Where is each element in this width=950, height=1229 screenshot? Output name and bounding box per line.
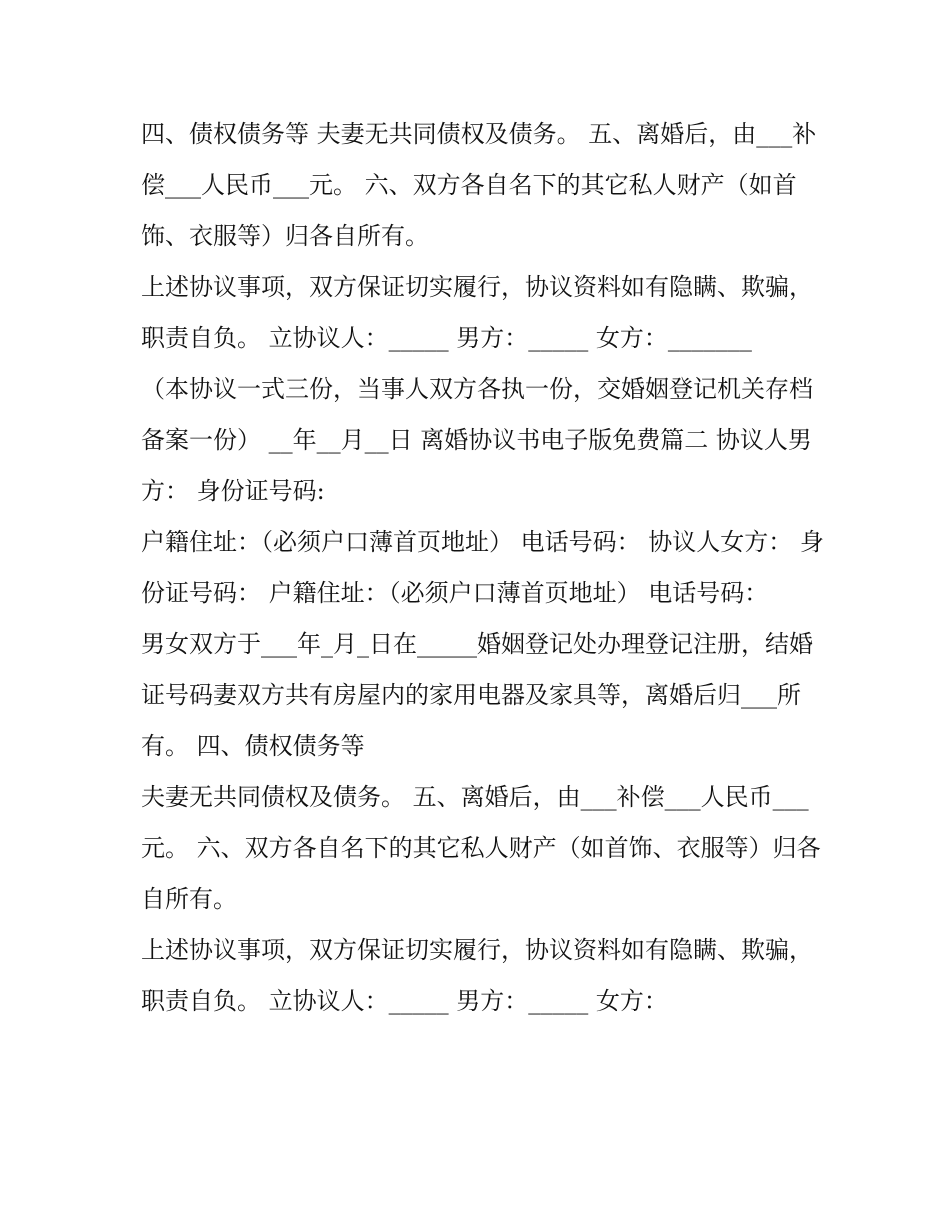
paragraph-debts-compensation-repeat: 夫妻无共同债权及债务。 五、离婚后，由___补偿___人民币___元。 六、双方各自名下的其它私人财产（如首饰、衣服等）归各自所有。: [141, 783, 821, 913]
paragraph-address-female-party: 户籍住址：（必须户口薄首页地址） 电话号码： 协议人女方： 身份证号码： 户籍住址：（必须户口薄首页地址） 电话号码：: [141, 528, 824, 607]
paragraph-debts-compensation: 四、债权债务等 夫妻无共同债权及债务。 五、离婚后，由___补偿___人民币___元。 六、双方各自名下的其它私人财产（如首饰、衣服等）归各自所有。: [141, 120, 817, 250]
document-body: [141, 109, 831, 1027]
paragraph-signatories: 上述协议事项，双方保证切实履行，协议资料如有隐瞒、欺骗，职责自负。 立协议人：_____ 男方：_____ 女方：_______: [141, 273, 813, 352]
paragraph-copies-and-male-party: （本协议一式三份，当事人双方各执一份，交婚姻登记机关存档备案一份） __年__月__日 离婚协议书电子版免费篇二 协议人男方： 身份证号码:: [141, 375, 813, 505]
paragraph-signatories-repeat: 上述协议事项，双方保证切实履行，协议资料如有隐瞒、欺骗，职责自负。 立协议人：_____ 男方：_____ 女方：: [141, 936, 813, 1015]
paragraph-marriage-registration: 男女双方于___年_月_日在_____婚姻登记处办理登记注册，结婚证号码妻双方共有房屋内的家用电器及家具等，离婚后归___所有。 四、债权债务等: [141, 630, 813, 760]
